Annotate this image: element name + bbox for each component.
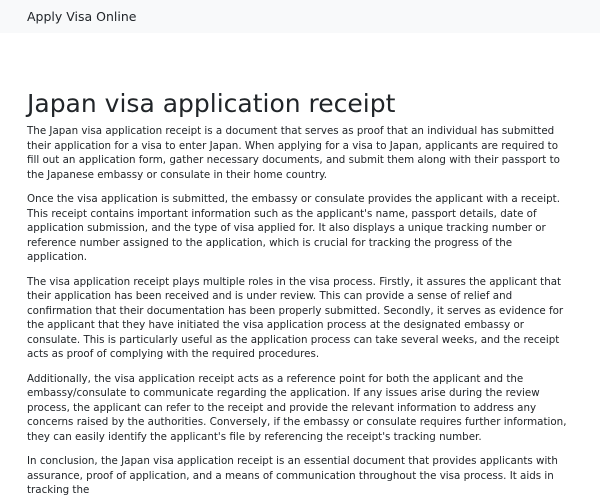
top-navbar bbox=[0, 0, 600, 33]
paragraph-receipt-contents: Once the visa application is submitted, the embassy or consulate provides the applicant with a receipt. This receipt contains important information such as the applicant's name, passport details, date of application submission, and the type of visa applied for. It also displays a unique tracking number or reference number assigned to the application, which is crucial for tracking the progress of the application. bbox=[27, 193, 560, 263]
paragraph-conclusion: In conclusion, the Japan visa application receipt is an essential document that provides applicants with assurance, proof of application, and a means of communication throughout the visa process. It aids in tracking the bbox=[27, 455, 558, 496]
article-content bbox=[0, 33, 600, 498]
paragraph-reference-point: Additionally, the visa application receipt acts as a reference point for both the applicant and the embassy/consulate to communicate regarding the application. If any issues arise during the review process, the applicant can refer to the receipt and provide the relevant information to address any concerns raised by the authorities. Conversely, if the embassy or consulate requires further information, they can easily identify the applicant's file by referencing the receipt's tracking number. bbox=[27, 372, 567, 443]
paragraph-intro: The Japan visa application receipt is a document that serves as proof that an individual has submitted their application for a visa to enter Japan. When applying for a visa to Japan, applicants are required to fill out an application form, gather necessary documents, and submit them along with their passport to the Japanese embassy or consulate in their home country. bbox=[27, 125, 560, 181]
paragraph-receipt-roles: The visa application receipt plays multiple roles in the visa process. Firstly, it assures the applicant that their application has been received and is under review. This can provide a sense of relief and confirmation that their documentation has been properly submitted. Secondly, it serves as evidence for the applicant that they have initiated the visa application process at the designated embassy or consulate. This is particularly useful as the application process can take several weeks, and the receipt acts as proof of complying with the required procedures. bbox=[27, 275, 564, 360]
brand-link[interactable]: Apply Visa Online bbox=[27, 9, 137, 24]
page-title: Japan visa application receipt bbox=[27, 89, 396, 118]
